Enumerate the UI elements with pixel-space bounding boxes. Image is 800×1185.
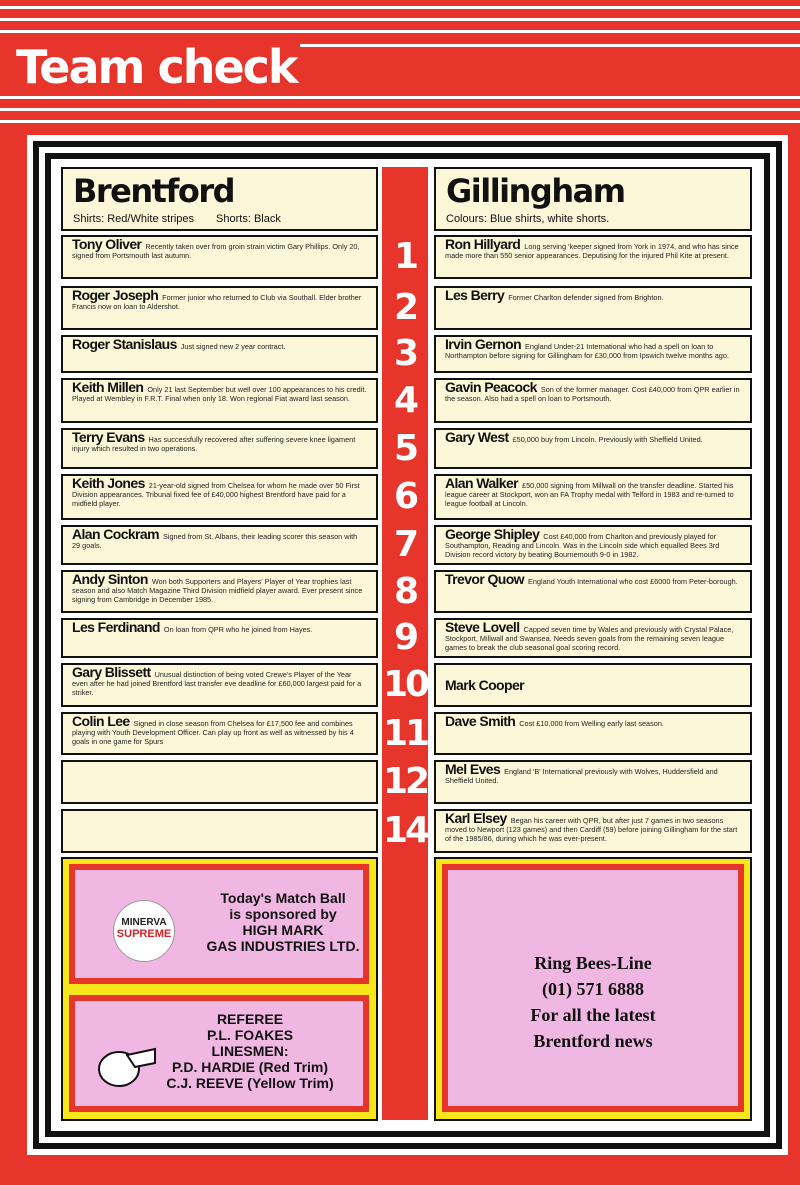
player-description: Recently taken over from groin strain victim Gary Phillips. Only 20, signed from Portsmouth last autumn. [72,242,360,260]
linesman-name: P.D. HARDIE (Red Trim) [171,1059,329,1075]
home-player-row [61,618,378,658]
player-description: Unusual distinction of being voted Crewe's Player of the Year even after he had joined Brentford last transfer eve deadline for £60,000 largest paid for a striker. [72,670,362,697]
page-title: Team check [16,40,297,94]
beesline-panel [448,870,738,1106]
player-name: Colin Lee [72,713,130,729]
home-player-row [61,663,378,707]
player-description: Signed from St. Albans, their leading scorer this season with 29 goals. [72,532,358,550]
player-name: Roger Stanislaus [72,336,177,352]
home-player-row [61,286,378,330]
player-name: Irvin Gernon [445,336,522,352]
player-name: Dave Smith [445,713,516,729]
ball-brand: MINERVA [121,917,167,928]
player-name: Andy Sinton [72,571,148,587]
player-description: £50,000 buy from Lincoln. Previously with Sheffield United. [512,435,703,444]
player-name: Ron Hillyard [445,236,521,252]
player-name: Alan Cockram [72,526,159,542]
away-player-row [434,428,752,469]
home-team-name: Brentford [73,172,235,210]
player-name: Les Berry [445,287,505,303]
home-player-row [61,570,378,613]
beesline-text [448,950,738,1054]
home-player-row [61,525,378,565]
home-player-row [61,474,378,520]
player-description: £50,000 signing from Millwall on the transfer deadline. Started his league career at Stockport, won an FA Trophy medal with Telford in 1983 and re-turned to league football at Lincoln. [445,481,734,508]
player-name: George Shipley [445,526,540,542]
player-description: Former junior who returned to Club via Southall. Elder brother Francis now on loan to Aldershot. [72,293,362,311]
home-player-row [61,760,378,804]
away-player-row [434,235,752,279]
away-player-row [434,712,752,755]
away-player-row [434,474,752,520]
player-description: England Under-21 International who had a spell on loan to Northampton before signing for Gillingham for £30,000 from Ipswich twelve months ago. [445,342,729,360]
beesline-line: Brentford news [533,1031,653,1051]
player-description: Cost £10,000 from Welling early last season. [519,719,664,728]
player-name: Trevor Quow [445,571,524,587]
away-player-row [434,570,752,613]
player-name: Les Ferdinand [72,619,160,635]
player-description: Has successfully recovered after suffering severe knee ligament injury which resulted in two operations. [72,435,356,453]
home-team-kit [73,213,366,225]
home-player-row [61,335,378,373]
player-description: Began his career with QPR, but after just 7 games in two seasons moved to Newport (123 games) and then Cardiff (59) before joining Gillingham for the start of the 1985/86, during which he was ever-present. [445,816,738,843]
sponsor-name: GAS INDUSTRIES LTD. [206,938,360,954]
away-team-header [434,167,752,231]
header-stripe [300,44,800,47]
away-player-row [434,760,752,804]
shirt-number: 9 [393,617,417,658]
header-stripe [0,96,800,99]
home-player-row [61,235,378,279]
player-name: Mark Cooper [445,676,524,693]
home-player-row [61,712,378,755]
away-player-row [434,663,752,707]
player-description: 21-year-old signed from Chelsea for whom he made over 50 First Division appearances. Tribunal fixed fee of £40,000 highest Brentford have paid for a midfield player. [72,481,360,508]
player-description: Cost £40,000 from Charlton and previously played for Southampton, Reading and Lincoln. Was in the Lincoln side which equalled Bees 3rd Division record victory by beating Bournemouth 9-0 in 1982. [445,532,720,559]
away-player-row [434,618,752,658]
shirt-number: 14 [382,810,428,851]
player-description: On loan from QPR who he joined from Hayes. [163,625,313,634]
away-player-row [434,525,752,565]
beesline-line: For all the latest [530,1005,656,1025]
away-player-row [434,335,752,373]
shirt-number: 10 [382,664,428,705]
player-name: Alan Walker [445,475,519,491]
sponsor-line: Today's Match Ball [220,890,346,906]
shirt-number: 3 [393,333,417,374]
away-team-kit: Colours: Blue shirts, white shorts. [446,213,610,225]
player-description: England Youth International who cost £6000 from Peter-borough. [527,577,738,586]
player-description: Just signed new 2 year contract. [180,342,286,351]
shirt-number: 11 [382,712,428,754]
player-description: Son of the former manager. Cost £40,000 from QPR earlier in the season. Also had a spell on loan to Portsmouth. [445,385,740,403]
linesman-name: C.J. REEVE (Yellow Trim) [166,1075,334,1091]
shirt-number: 7 [393,524,417,565]
header-stripe [0,120,800,123]
shirt-number: 5 [393,427,417,469]
player-name: Steve Lovell [445,619,520,635]
beesline-line: Ring Bees-Line [534,953,652,973]
shirt-number: 8 [393,570,417,612]
player-description: Former Charlton defender signed from Brighton. [508,293,664,302]
player-name: Gavin Peacock [445,379,537,395]
shirt-number: 6 [393,476,417,517]
sponsor-line: is sponsored by [229,906,337,922]
home-player-row [61,378,378,423]
ball-model: SUPREME [116,928,172,940]
player-name: Terry Evans [72,429,145,445]
referee-name: P.L. FOAKES [206,1027,294,1043]
shirt-number: 2 [393,287,417,328]
away-team-name: Gillingham [446,172,625,210]
player-name: Gary Blissett [72,664,151,680]
player-name: Mel Eves [445,761,501,777]
away-player-row [434,809,752,853]
player-description: Won both Supporters and Players' Player of Year trophies last season and also Match Magazine Third Division midfield player award. Ever present since signing from Cambridge in December 1985. [72,577,363,604]
player-name: Roger Joseph [72,287,159,303]
linesmen-label: LINESMEN: [211,1043,289,1059]
away-player-row [434,378,752,423]
player-name: Keith Jones [72,475,145,491]
home-player-row [61,428,378,469]
shirt-number: 1 [393,236,417,277]
away-player-row [434,286,752,330]
player-name: Tony Oliver [72,236,142,252]
shirt-number: 12 [382,761,428,802]
home-shirts: Shirts: Red/White stripes [73,213,195,225]
match-ball-icon [113,900,175,962]
sponsor-text [193,890,373,954]
player-description: Capped seven time by Wales and previously with Crystal Palace, Stockport, Millwall and Swansea. Needs seven goals from the remaining seven league games to break the club seasonal goal scoring record. [445,625,734,652]
player-name: Keith Millen [72,379,144,395]
player-description: Only 21 last September but well over 100 appearances to his credit. Played at Wembley in F.R.T. Final when only 18. Won regional Fiat award last season. [72,385,367,403]
player-name: Karl Elsey [445,810,507,826]
sponsor-name: HIGH MARK [242,922,324,938]
officials-text [145,1011,355,1091]
header-stripe [0,108,800,111]
home-shorts: Shorts: Black [216,213,281,225]
shirt-number: 4 [393,379,417,421]
header-stripe [0,30,800,33]
player-description: Signed in close season from Chelsea for £17,500 fee and combines playing with Youth Development Officer. Can play up front as well as witnessed by his 4 goals in one game for Spurs [72,719,354,746]
sponsor-panel [75,870,363,978]
home-team-header [61,167,378,231]
player-description: Long serving 'keeper signed from York in 1974, and who has since made more than 550 senior appearances. Deputising for the injured Phil Kite at present. [445,242,739,260]
beesline-phone: (01) 571 6888 [542,979,644,999]
header-stripe [0,6,800,9]
header-stripe [0,18,800,21]
home-player-row [61,809,378,853]
player-description: England 'B' International previously with Wolves, Huddersfield and Sheffield United. [445,767,718,785]
player-name: Gary West [445,429,509,445]
referee-label: REFEREE [216,1011,284,1027]
officials-panel [75,1001,363,1106]
